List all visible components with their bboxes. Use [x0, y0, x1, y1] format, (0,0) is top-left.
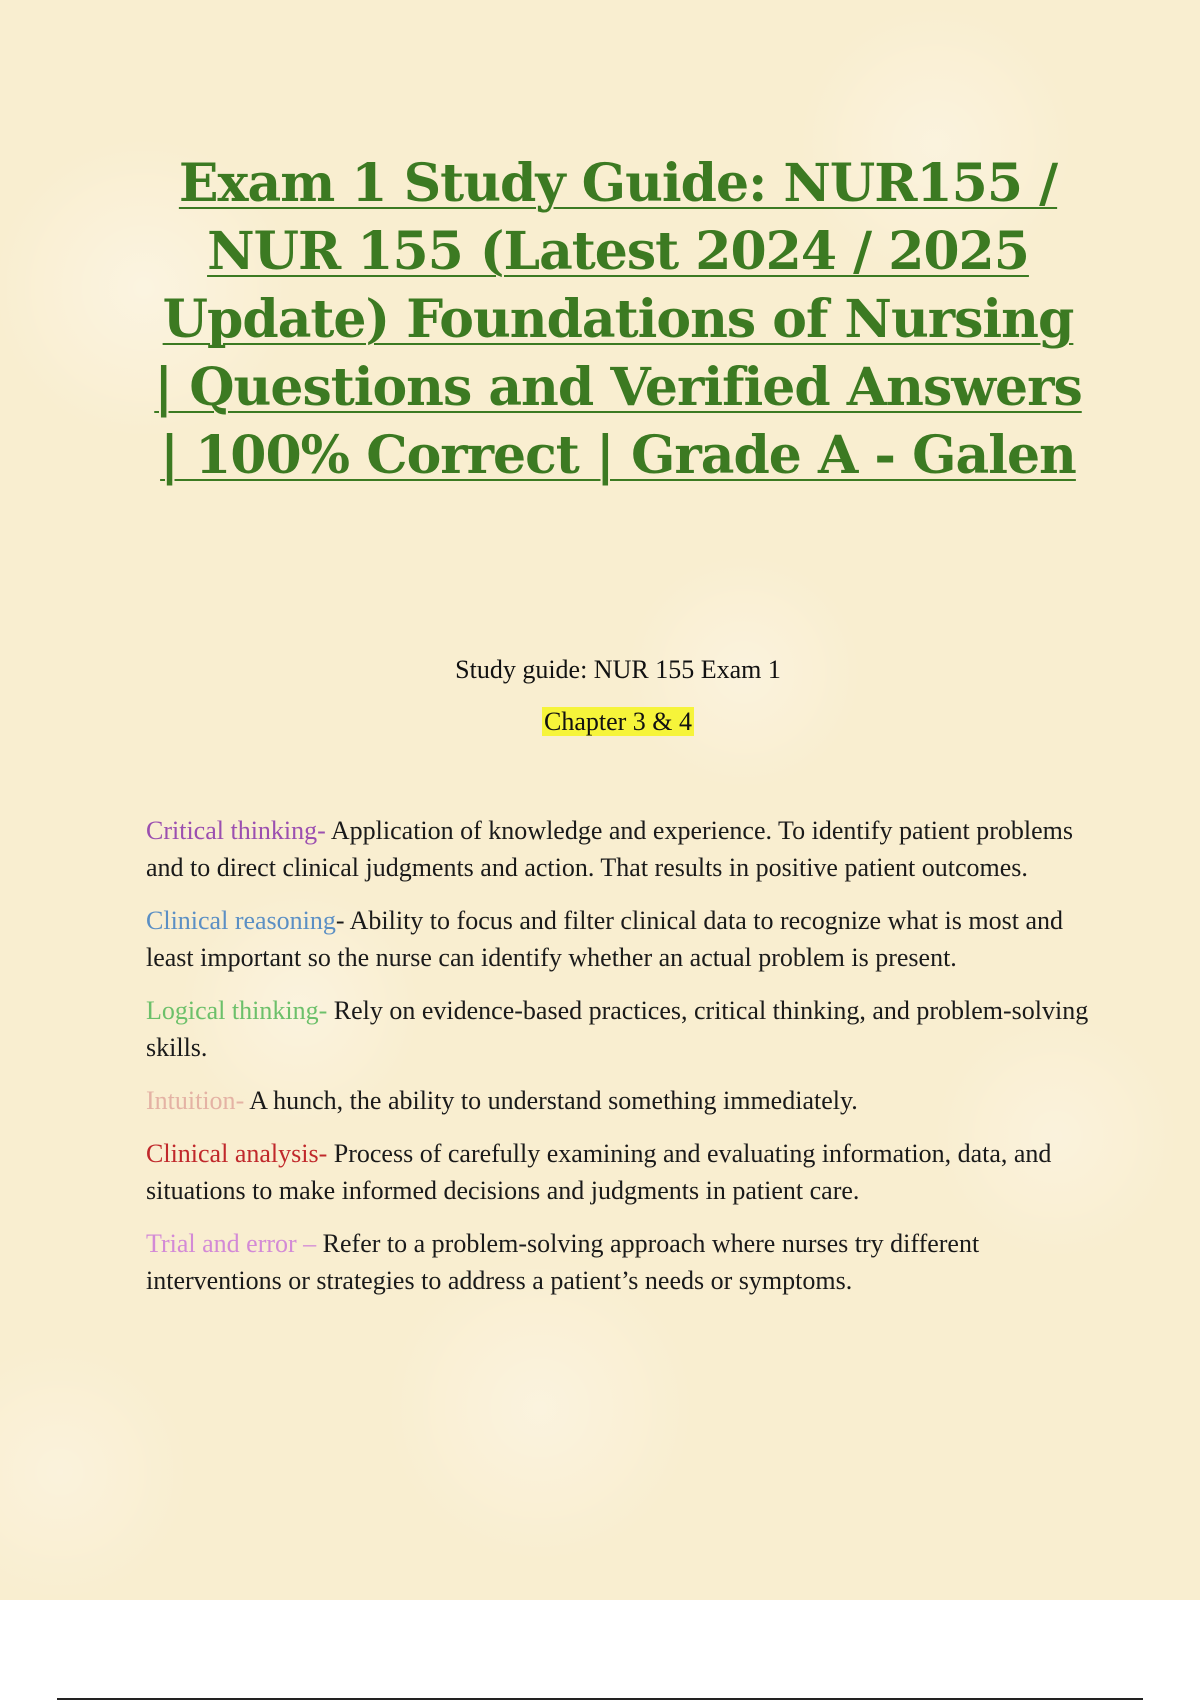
document-title: Exam 1 Study Guide: NUR155 / NUR 155 (Latest 2024 / 2025 Update) Foundations of Nursing | Questions and Verified Answers | 100% Correct | Grade A - Galen [154, 153, 1082, 486]
definition-text: A hunch, the ability to understand something immediately. [249, 1086, 858, 1115]
chapter-heading [0, 707, 1200, 737]
term-separator: - [335, 906, 350, 935]
definition-critical-thinking [146, 812, 1096, 886]
term-trial-and-error: Trial and error [146, 1229, 297, 1258]
term-clinical-reasoning: Clinical reasoning [146, 906, 336, 935]
definition-text: Ability to focus and filter clinical data to recognize what is most and least important so the nurse can identify whether an actual problem is present. [146, 906, 1063, 972]
term-separator: - [317, 816, 331, 845]
term-separator: - [235, 1086, 250, 1115]
definition-intuition [146, 1082, 1096, 1119]
term-separator: - [318, 996, 334, 1025]
term-critical-thinking: Critical thinking [146, 816, 318, 845]
definition-logical-thinking [146, 992, 1096, 1066]
definition-text: Rely on evidence-based practices, critical thinking, and problem-solving skills. [146, 996, 1089, 1062]
term-intuition: Intuition [146, 1086, 236, 1115]
study-guide-subtitle: Study guide: NUR 155 Exam 1 [455, 655, 781, 684]
term-logical-thinking: Logical thinking [146, 996, 319, 1025]
definition-clinical-reasoning [146, 902, 1096, 976]
definition-text: Refer to a problem-solving approach where nurses try different interventions or strategies to address a patient’s needs or symptoms. [146, 1229, 980, 1295]
term-clinical-analysis: Clinical analysis [146, 1139, 319, 1168]
definition-text: Process of carefully examining and evaluating information, data, and situations to make informed decisions and judgments in patient care. [146, 1139, 1052, 1205]
definitions-list [146, 812, 1096, 1315]
term-separator: – [296, 1229, 323, 1258]
definition-clinical-analysis [146, 1135, 1096, 1209]
definition-text: Application of knowledge and experience. To identify patient problems and to direct clinical judgments and action. That results in positive patient outcomes. [146, 816, 1073, 882]
chapter-label: Chapter 3 & 4 [543, 707, 693, 736]
definition-trial-and-error [146, 1225, 1096, 1299]
term-separator: - [318, 1139, 334, 1168]
